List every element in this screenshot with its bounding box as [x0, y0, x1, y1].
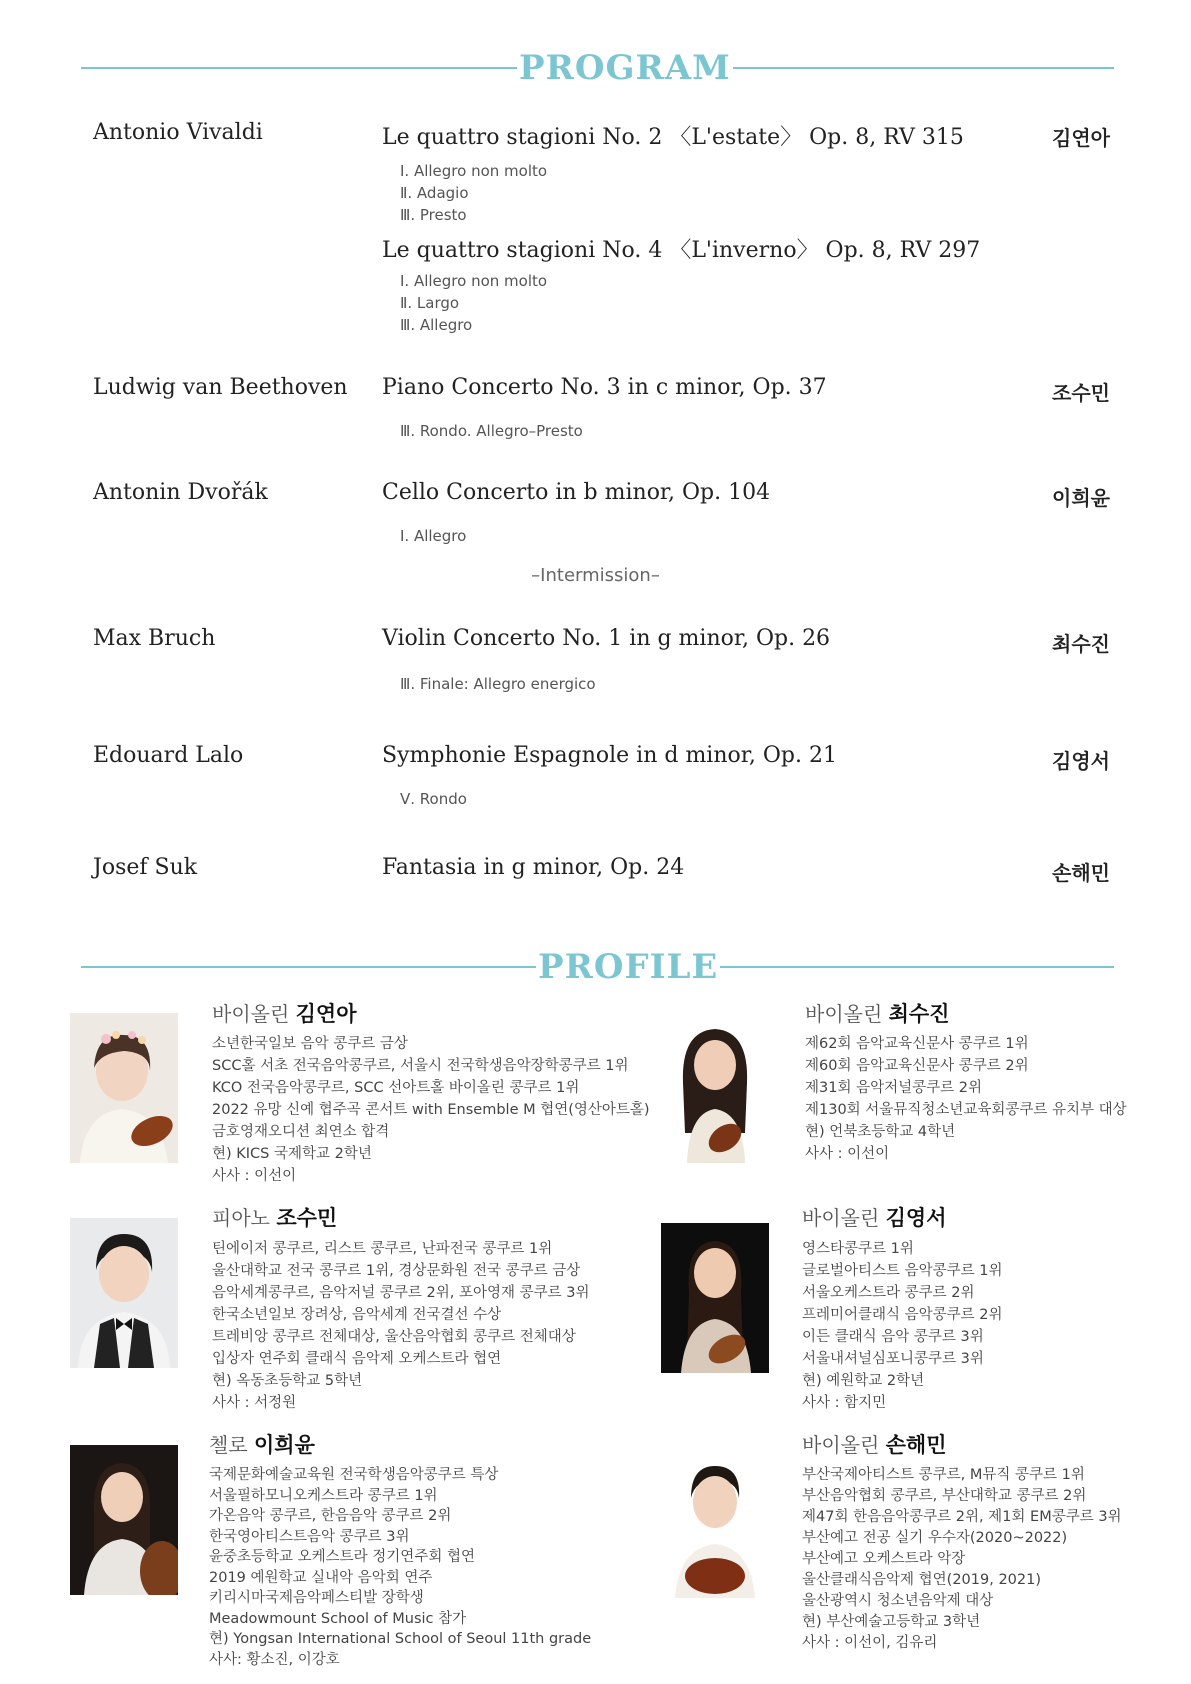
profile-details	[209, 1465, 591, 1670]
profile-details	[802, 1465, 1122, 1654]
work-title: Violin Concerto No. 1 in g minor, Op. 26	[382, 626, 831, 651]
profile-line: 제62회 음악교육신문사 콩쿠르 1위	[805, 1036, 1029, 1052]
profile-line: 현) 언북초등학교 4학년	[805, 1124, 956, 1140]
profile-divider-left	[81, 966, 541, 968]
profile-divider-right	[665, 966, 1114, 968]
performer-photo	[70, 1445, 178, 1595]
movement: Ⅰ. Allegro	[400, 527, 467, 545]
profile-details	[212, 1033, 650, 1187]
profile-line: 국제문화예술교육원 전국학생음악콩쿠르 특상	[209, 1467, 499, 1483]
profile-line: 트레비앙 콩쿠르 전체대상, 울산음악협회 콩쿠르 전체대상	[212, 1329, 576, 1345]
composer-name: Edouard Lalo	[93, 743, 244, 768]
work-title: Piano Concerto No. 3 in c minor, Op. 37	[382, 375, 827, 400]
profile-details	[805, 1033, 1127, 1165]
portrait-illustration	[70, 1218, 178, 1368]
profile-line: 제31회 음악저널콩쿠르 2위	[805, 1080, 982, 1096]
profile-line: 금호영재오디션 최연소 합격	[212, 1124, 390, 1140]
performer-name: 조수민	[1052, 381, 1110, 405]
profile-heading: PROFILE	[538, 947, 719, 987]
profile-line: 현) KICS 국제학교 2학년	[212, 1146, 372, 1162]
instrument-label: 첼로	[209, 1433, 248, 1457]
profile-line: 사사 : 함지민	[802, 1395, 887, 1411]
performer-name: 김연아	[295, 1002, 357, 1026]
profile-line: 키리시마국제음악페스티발 장학생	[209, 1590, 424, 1606]
profile-line: 영스타콩쿠르 1위	[802, 1241, 914, 1257]
performer-name: 김영서	[1052, 749, 1110, 773]
movement: Ⅱ. Largo	[400, 294, 460, 312]
performer-photo	[70, 1013, 178, 1163]
profile-line: 사사 : 이선이	[805, 1146, 890, 1162]
profile-line: 프레미어클래식 음악콩쿠르 2위	[802, 1307, 1003, 1323]
performer-photo	[70, 1218, 178, 1368]
profile-line: 울산대학교 전국 콩쿠르 1위, 경상문화원 전국 콩쿠르 금상	[212, 1263, 581, 1279]
profile-details	[802, 1238, 1003, 1414]
profile-name-line	[209, 1429, 315, 1459]
profile-name-line	[805, 998, 950, 1028]
profile-line: 부산예고 전공 실기 우수자(2020~2022)	[802, 1530, 1068, 1546]
instrument-label: 바이올린	[805, 1002, 883, 1026]
movement-list	[400, 160, 547, 226]
profile-line: 음악세계콩쿠르, 음악저널 콩쿠르 2위, 포아영재 콩쿠르 3위	[212, 1285, 590, 1301]
portrait-illustration	[661, 1223, 769, 1373]
profile-line: 부산예고 오케스트라 악장	[802, 1551, 966, 1567]
profile-line: 2019 예원학교 실내악 음악회 연주	[209, 1569, 433, 1586]
profile-name-line	[212, 998, 357, 1028]
intermission-label: –Intermission–	[531, 565, 660, 586]
movement: Ⅰ. Allegro non molto	[400, 162, 548, 180]
profile-name-line	[802, 1429, 947, 1459]
performer-photo	[665, 1013, 765, 1163]
work-title: Symphonie Espagnole in d minor, Op. 21	[382, 743, 837, 768]
performer-name: 이희윤	[254, 1433, 315, 1457]
profile-line: 서울내셔널심포니콩쿠르 3위	[802, 1351, 984, 1367]
portrait-illustration	[661, 1448, 769, 1598]
profile-line: 서울필하모니오케스트라 콩쿠르 1위	[209, 1487, 438, 1504]
performer-name: 최수진	[888, 1002, 950, 1026]
movement: Ⅲ. Allegro	[400, 316, 473, 334]
profile-line: 울산광역시 청소년음악제 대상	[802, 1593, 994, 1609]
performer-name: 이희윤	[1052, 486, 1110, 510]
movement-list	[400, 270, 547, 336]
portrait-illustration	[70, 1445, 178, 1595]
work-title: Le quattro stagioni No. 4 〈L'inverno〉 Op. 8, RV 297	[382, 238, 981, 263]
composer-name: Antonin Dvořák	[93, 480, 268, 505]
composer-name: Antonio Vivaldi	[93, 120, 263, 145]
composer-name: Max Bruch	[93, 626, 216, 651]
performer-photo	[661, 1448, 769, 1598]
work-title: Cello Concerto in b minor, Op. 104	[382, 480, 771, 505]
profile-line: 사사 : 이선이, 김유리	[802, 1635, 938, 1651]
profile-name-line	[212, 1202, 337, 1232]
profile-line: 소년한국일보 음악 콩쿠르 금상	[212, 1036, 408, 1052]
movement: Ⅲ. Rondo. Allegro–Presto	[400, 422, 583, 440]
profile-line: 현) 예원학교 2학년	[802, 1373, 925, 1389]
profile-line: 이든 클래식 음악 콩쿠르 3위	[802, 1329, 984, 1345]
profile-line: 부산국제아티스트 콩쿠르, M뮤직 콩쿠르 1위	[802, 1467, 1085, 1483]
instrument-label: 피아노	[212, 1206, 270, 1230]
performer-name: 손해민	[1052, 861, 1110, 885]
performer-name: 조수민	[276, 1206, 338, 1230]
composer-name: Josef Suk	[93, 855, 198, 880]
composer-name: Ludwig van Beethoven	[93, 375, 348, 400]
instrument-label: 바이올린	[212, 1002, 290, 1026]
work-title: Fantasia in g minor, Op. 24	[382, 855, 685, 880]
profile-line: 현) 옥동초등학교 5학년	[212, 1373, 363, 1389]
profile-line: KCO 전국음악콩쿠르, SCC 선아트홀 바이올린 콩쿠르 1위	[212, 1080, 580, 1096]
movement: Ⅲ. Presto	[400, 206, 467, 224]
profile-line: 사사 : 이선이	[212, 1168, 297, 1184]
profile-line: 사사 : 서정원	[212, 1395, 297, 1411]
profile-line: 울산클래식음악제 협연(2019, 2021)	[802, 1572, 1042, 1588]
profile-line: 가온음악 콩쿠르, 한음음악 콩쿠르 2위	[209, 1508, 452, 1524]
performer-name: 최수진	[1052, 632, 1110, 656]
performer-photo	[661, 1223, 769, 1373]
work-title: Le quattro stagioni No. 2 〈L'estate〉 Op. 8, RV 315	[382, 125, 964, 150]
profile-line: 제47회 한음음악콩쿠르 2위, 제1회 EM콩쿠르 3위	[802, 1509, 1122, 1525]
profile-line: 부산음악협회 콩쿠르, 부산대학교 콩쿠르 2위	[802, 1488, 1087, 1504]
program-divider-left	[81, 67, 521, 69]
profile-line: 한국영아티스트음악 콩쿠르 3위	[209, 1528, 410, 1545]
profile-line: 틴에이저 콩쿠르, 리스트 콩쿠르, 난파전국 콩쿠르 1위	[212, 1241, 553, 1257]
movement: Ⅰ. Allegro non molto	[400, 272, 548, 290]
profile-line: Meadowmount School of Music 참가	[209, 1610, 467, 1627]
profile-name-line	[802, 1202, 947, 1232]
profile-line: 사사: 황소진, 이강호	[209, 1651, 340, 1668]
program-divider-right	[680, 67, 1114, 69]
profile-line: 현) Yongsan International School of Seoul 11th grade	[209, 1631, 592, 1647]
performer-name: 손해민	[885, 1433, 947, 1457]
profile-line: 한국소년일보 장려상, 음악세계 전국결선 수상	[212, 1307, 502, 1323]
profile-line: 글로벌아티스트 음악콩쿠르 1위	[802, 1263, 1003, 1279]
profile-line: SCC홀 서초 전국음악콩쿠르, 서울시 전국학생음악장학콩쿠르 1위	[212, 1058, 629, 1074]
performer-name: 김영서	[885, 1206, 947, 1230]
profile-line: 2022 유망 신예 협주곡 콘서트 with Ensemble M 협연(영산아트홀)	[212, 1102, 650, 1118]
performer-name: 김연아	[1052, 126, 1110, 150]
program-heading: PROGRAM	[519, 48, 731, 88]
profile-line: 제130회 서울뮤직청소년교육회콩쿠르 유치부 대상	[805, 1102, 1127, 1118]
profile-line: 윤중초등학교 오케스트라 정기연주회 협연	[209, 1549, 475, 1565]
profile-line: 현) 부산예술고등학교 3학년	[802, 1614, 981, 1630]
movement: Ⅴ. Rondo	[400, 790, 467, 808]
profile-line: 입상자 연주회 클래식 음악제 오케스트라 협연	[212, 1351, 502, 1367]
profile-details	[212, 1238, 589, 1414]
movement: Ⅲ. Finale: Allegro energico	[400, 675, 596, 693]
portrait-illustration	[70, 1013, 178, 1163]
profile-line: 제60회 음악교육신문사 콩쿠르 2위	[805, 1058, 1029, 1074]
instrument-label: 바이올린	[802, 1206, 880, 1230]
profile-line: 서울오케스트라 콩쿠르 2위	[802, 1285, 975, 1301]
portrait-illustration	[665, 1013, 765, 1163]
movement: Ⅱ. Adagio	[400, 184, 469, 202]
instrument-label: 바이올린	[802, 1433, 880, 1457]
